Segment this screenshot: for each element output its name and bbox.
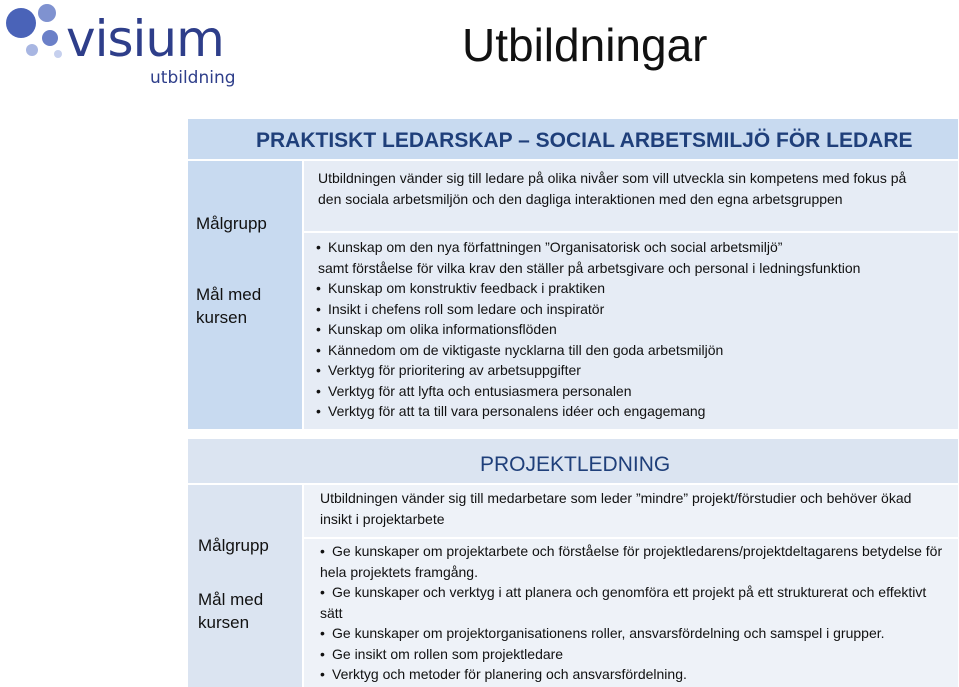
target-cell [304,161,958,231]
list-item: • Kunskap om konstruktiv feedback i praktiken [316,280,606,296]
label-column [188,485,302,687]
label-column [188,161,302,429]
list-item: • Kännedom om de viktigaste nycklarna till den goda arbetsmiljön [316,341,724,358]
course-table-leadership [188,119,958,429]
course-table-project [188,439,958,687]
target-text: Utbildningen vänder sig till ledare på olika nivåer som vill utveckla sin kompetens med fokus på den sociala arbetsmiljön och den dagliga interaktionen med den egna arbetsgruppen [318,170,907,207]
list-item: • Insikt i chefens roll som ledare och inspiratör [316,300,605,317]
target-text: Utbildningen vänder sig till medarbetare som leder ”mindre” projekt/förstudier och behöver ökad insikt i projektarbete [320,490,912,527]
list-item: • Verktyg för att ta till vara personalens idéer och engagemang [316,403,706,419]
target-label: Målgrupp [198,536,269,555]
course-header [188,119,958,159]
target-label: Målgrupp [196,214,267,233]
list-item: • Ge kunskaper om projektarbete och förståelse för projektledarens/projektdeltagarens betydelse för hela projektets framgång. [320,543,943,580]
list-item: • Ge kunskaper och verktyg i att planera och genomföra ett projekt på ett strukturerat och effektivt sätt [320,584,927,621]
course-heading: PRAKTISKT LEDARSKAP – SOCIAL ARBETSMILJÖ FÖR LEDARE [256,129,913,152]
logo-dot-small [42,30,58,46]
goals-list [320,541,950,685]
visium-logo [0,0,240,95]
list-item: • Verktyg för att lyfta och entusiasmera personalen [316,382,632,399]
course-heading: PROJEKTLEDNING [480,453,671,476]
logo-dot-large [6,8,36,38]
list-item: • Verktyg och metoder för planering och ansvarsfördelning. [320,666,687,682]
target-cell [304,485,958,537]
course-header [188,439,958,483]
goals-cell [304,233,958,429]
logo-dot-faint [54,50,62,58]
list-item: • Verktyg för prioritering av arbetsuppgifter [316,362,581,378]
logo-dot-tiny [26,44,38,56]
goal-label: Mål med kursen [198,590,264,632]
goals-list [316,237,946,422]
logo-subtitle: utbildning [150,68,236,88]
list-item: • Ge kunskaper om projektorganisationens roller, ansvarsfördelning och samspel i grupper. [320,625,885,641]
page-title: Utbildningar [462,19,708,71]
list-item: samt förståelse för vilka krav den ställer på arbetsgivare och personal i ledningsfunktion [318,259,861,276]
list-item: • Ge insikt om rollen som projektledare [320,645,564,662]
goal-label: Mål med kursen [196,285,262,327]
list-item: • Kunskap om den nya författningen ”Organisatorisk och social arbetsmiljö” [316,239,783,255]
list-item: • Kunskap om olika informationsflöden [316,321,557,337]
logo-wordmark: visium [66,10,224,68]
goals-cell [304,539,958,687]
logo-dot-medium [38,4,56,22]
